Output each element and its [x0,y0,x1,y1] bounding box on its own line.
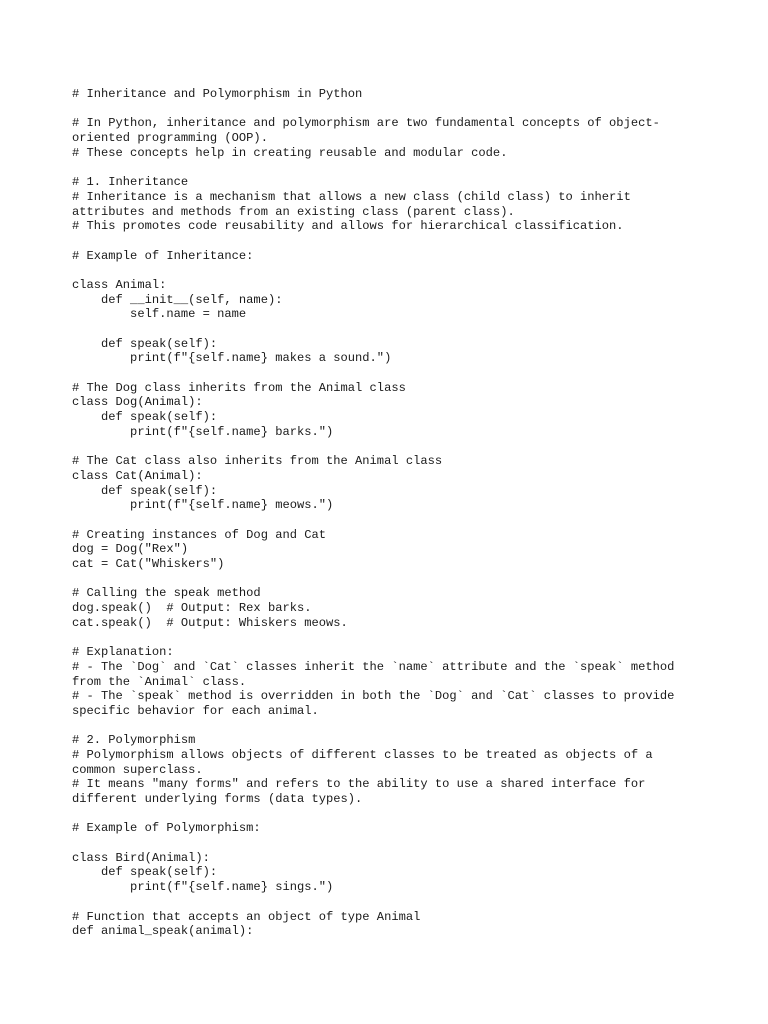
text-line: oriented programming (OOP). [72,131,268,146]
text-line [72,440,702,455]
text-line: # This promotes code reusability and allows for hierarchical classification. [72,219,624,234]
text-line: # It means "many forms" and refers to the ability to use a shared interface for [72,777,646,792]
text-line: # Creating instances of Dog and Cat [72,527,327,542]
text-line: # Explanation: [72,645,174,660]
text-line: # Polymorphism allows objects of different classes to be treated as objects of a [72,747,653,762]
text-line: common superclass. [72,762,203,777]
text-line: class Animal: [72,277,167,292]
text-line: def animal_speak(animal): [72,924,254,939]
text-line [72,836,702,851]
text-line: # Inheritance is a mechanism that allows a new class (child class) to inherit [72,189,631,204]
text-line: # - The `Dog` and `Cat` classes inherit the `name` attribute and the `speak` method [72,659,675,674]
text-line: # These concepts help in creating reusable and modular code. [72,145,508,160]
text-line [72,234,702,249]
text-line: print(f"{self.name} sings.") [72,880,334,895]
text-line: dog.speak() # Output: Rex barks. [72,601,312,616]
text-line: print(f"{self.name} makes a sound.") [72,351,392,366]
text-line: # Inheritance and Polymorphism in Python [72,87,363,101]
text-line: different underlying forms (data types). [72,792,363,806]
text-line: # Calling the speak method [72,586,261,601]
text-line: # 1. Inheritance [72,175,189,190]
text-line: dog = Dog("Rex") [72,542,189,557]
text-line: def __init__(self, name): [72,292,283,307]
text-line [72,719,702,734]
text-line [72,895,702,910]
text-line [72,366,702,381]
text-line: # 2. Polymorphism [72,733,196,748]
text-line: class Cat(Animal): [72,468,203,483]
text-line [72,572,702,587]
text-line: def speak(self): [72,410,218,425]
text-line: specific behavior for each animal. [72,703,319,718]
text-line: attributes and methods from an existing class (parent class). [72,204,515,219]
text-line [72,807,702,822]
text-line: def speak(self): [72,336,218,351]
text-line: cat.speak() # Output: Whiskers meows. [72,615,348,630]
text-line: def speak(self): [72,483,218,498]
text-line: # The Cat class also inherits from the Animal class [72,454,443,469]
text-line [72,513,702,528]
text-line: # Example of Inheritance: [72,248,254,263]
text-line [72,322,702,337]
text-line [72,160,702,175]
text-line: def speak(self): [72,865,218,880]
text-line: # Function that accepts an object of type Animal [72,909,421,924]
text-line: print(f"{self.name} meows.") [72,498,334,513]
text-line: # Example of Polymorphism: [72,821,261,836]
text-line: from the `Animal` class. [72,674,247,689]
text-line: # In Python, inheritance and polymorphism are two fundamental concepts of object- [72,116,660,131]
text-line: cat = Cat("Whiskers") [72,557,225,571]
code-text-block [72,87,702,939]
text-line: # - The `speak` method is overridden in both the `Dog` and `Cat` classes to provide [72,689,675,704]
text-line: # The Dog class inherits from the Animal class [72,380,406,395]
text-line [72,630,702,645]
text-line: class Bird(Animal): [72,850,210,865]
text-line: print(f"{self.name} barks.") [72,424,334,439]
text-line: class Dog(Animal): [72,395,203,410]
text-line: self.name = name [72,307,247,322]
text-line [72,263,702,278]
text-line [72,102,702,117]
